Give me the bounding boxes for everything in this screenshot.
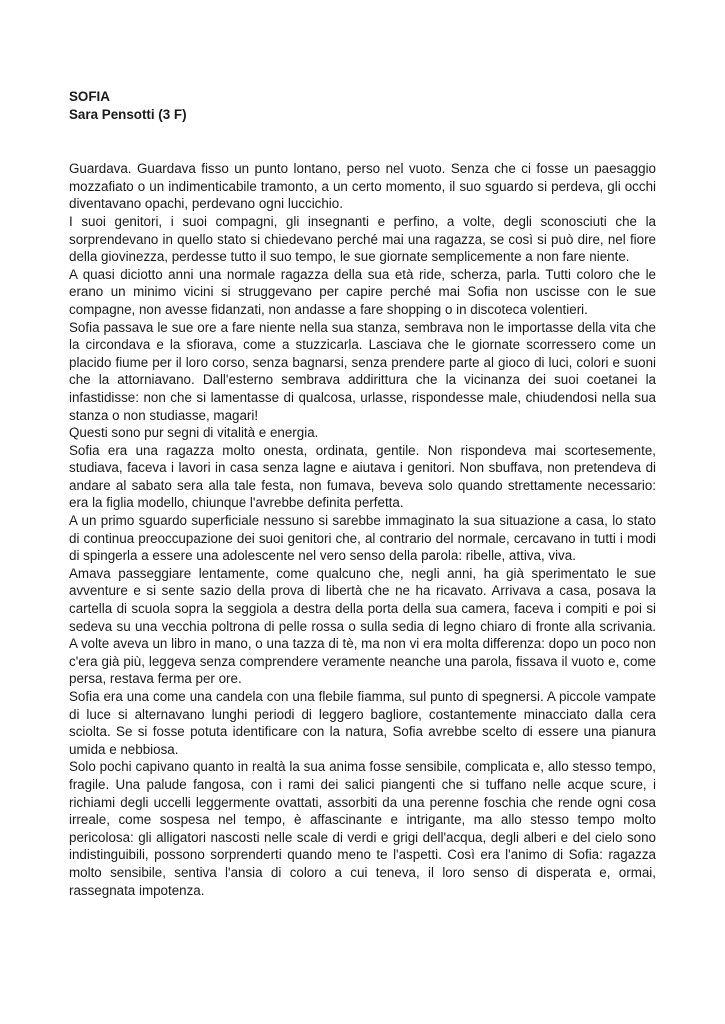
paragraph: Questi sono pur segni di vitalità e energia. (69, 425, 319, 441)
paragraph: Sofia era una ragazza molto onesta, ordinata, gentile. Non rispondeva mai scortesemente, studiava, faceva i lavori in casa senza lagne e aiutava i genitori. Non sbuffava, non pretendeva di andare al sabato sera alla tale festa, non fumava, beveva solo quando strettamente necessario: era la figlia modello, chiunque l'avrebbe definita perfetta. (69, 442, 656, 511)
document-author: Sara Pensotti (3 F) (69, 106, 187, 122)
document-body (69, 160, 656, 899)
paragraph: A un primo sguardo superficiale nessuno si sarebbe immaginato la sua situazione a casa, lo stato di continua preoccupazione dei suoi genitori che, al contrario del normale, cercavano in tutti i modi di spingerla a essere una adolescente nel vero senso della parola: ribelle, attiva, viva. (69, 513, 656, 564)
paragraph: Sofia passava le sue ore a fare niente nella sua stanza, sembrava non le importasse della vita che la circondava e la sfiorava, come a stuzzicarla. Lasciava che le giornate scorressero come un placido fiume per il loro corso, senza bagnarsi, senza prendere parte al gioco di luci, colori e suoni che la attorniavano. Dall'esterno sembrava addirittura che la vicinanza dei suoi coetanei la infastidisse: non che si lamentasse di qualcosa, urlasse, rispondesse male, chiudendosi nella sua stanza o non studiasse, magari! (69, 319, 656, 423)
paragraph: Solo pochi capivano quanto in realtà la sua anima fosse sensibile, complicata e, allo stesso tempo, fragile. Una palude fangosa, con i rami dei salici piangenti che si tuffano nelle acque scure, i richiami degli uccelli leggermente ovattati, assorbiti da una perenne foschia che rende ogni cosa irreale, come sospesa nel tempo, è affascinante e intrigante, ma allo stesso tempo molto pericolosa: gli alligatori nascosti nelle scale di verdi e grigi dell'acqua, degli alberi e del cielo sono indistinguibili, possono sorprenderti quando meno te l'aspetti. Così era l'animo di Sofia: ragazza molto sensibile, sentiva l'ansia di coloro a cui teneva, il loro senso di disperata e, ormai, rassegnata impotenza. (69, 759, 656, 898)
paragraph: Amava passeggiare lentamente, come qualcuno che, negli anni, ha già sperimentato le sue avventure e si sente sazio della prova di libertà che ne ha ricavato. Arrivava a casa, posava la cartella di scuola sopra la seggiola a destra della porta della sua camera, faceva i compiti e poi si sedeva su una vecchia poltrona di pelle rossa o sulla sedia di legno chiaro di fronte alla scrivania. A volte aveva un libro in mano, o una tazza di tè, ma non vi era molta differenza: dopo un poco non c'era già più, leggeva senza comprendere veramente neanche una parola, fissava il vuoto e, come persa, restava ferma per ore. (69, 565, 656, 687)
paragraph: Sofia era una come una candela con una flebile fiamma, sul punto di spegnersi. A piccole vampate di luce si alternavano lunghi periodi di leggero bagliore, costantemente minacciato dalla cera sciolta. Se si fosse potuta identificare con la natura, Sofia avrebbe scelto di essere una pianura umida e nebbiosa. (69, 689, 656, 757)
document-title: SOFIA (69, 89, 110, 104)
paragraph: Guardava. Guardava fisso un punto lontano, perso nel vuoto. Senza che ci fosse un paesaggio mozzafiato o un indimenticabile tramonto, a un certo momento, il suo sguardo si perdeva, gli occhi diventavano opachi, perdevano ogni luccichio. (69, 161, 656, 212)
paragraph: A quasi diciotto anni una normale ragazza della sua età ride, scherza, parla. Tutti coloro che le erano un minimo vicini si struggevano per capire perché mai Sofia non uscisse con le sue compagne, non avesse fidanzati, non andasse a fare shopping o in discoteca volentieri. (69, 266, 656, 317)
document-page (69, 88, 656, 899)
paragraph: I suoi genitori, i suoi compagni, gli insegnanti e perfino, a volte, degli sconosciuti che la sorprendevano in quello stato si chiedevano perché mai una ragazza, se così si può dire, nel fiore della giovinezza, perdesse tutto il suo tempo, le sue giornate semplicemente a non fare niente. (69, 213, 656, 265)
